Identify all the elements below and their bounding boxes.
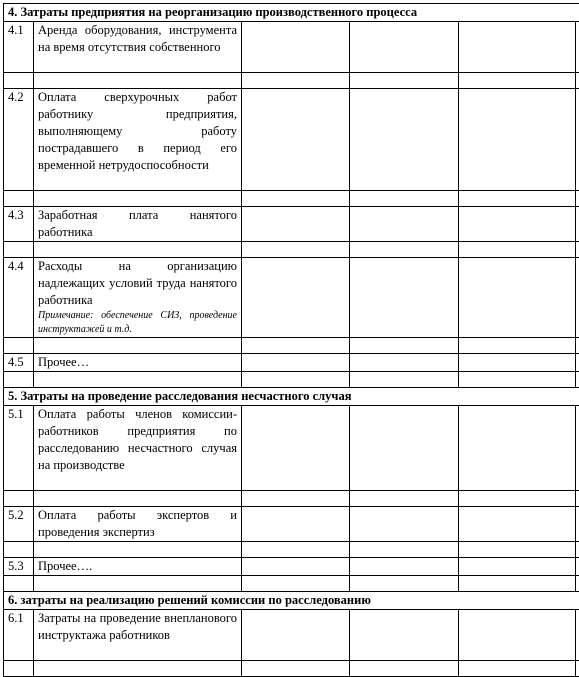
value-cell[interactable] [242, 258, 350, 338]
table-row [4, 558, 579, 576]
section-row [4, 592, 579, 610]
item-number: 5.3 [4, 558, 34, 576]
item-description-text: Затраты на проведение внепланового инструктажа работников [38, 610, 237, 644]
spacer-row [4, 338, 579, 354]
item-note: Примечание: обеспечение СИЗ, проведение инструктажей и т.д. [38, 309, 237, 337]
item-number: 4.3 [4, 207, 34, 242]
value-cell[interactable] [576, 258, 579, 338]
value-cell[interactable] [576, 207, 579, 242]
value-cell[interactable] [350, 406, 459, 491]
spacer-row [4, 73, 579, 89]
value-cell[interactable] [350, 507, 459, 542]
item-number: 4.4 [4, 258, 34, 338]
spacer-row [4, 576, 579, 592]
table-row [4, 610, 579, 661]
value-cell[interactable] [242, 406, 350, 491]
item-description [34, 354, 242, 372]
table-row [4, 258, 579, 338]
item-number: 5.1 [4, 406, 34, 491]
item-description [34, 507, 242, 542]
value-cell[interactable] [459, 22, 576, 73]
value-cell[interactable] [576, 354, 579, 372]
section-title: 4. Затраты предприятия на реорганизацию производственного процесса [4, 4, 579, 22]
value-cell[interactable] [576, 406, 579, 491]
section-row [4, 4, 579, 22]
value-cell[interactable] [350, 258, 459, 338]
spacer-row [4, 491, 579, 507]
value-cell[interactable] [576, 558, 579, 576]
table-row [4, 406, 579, 491]
table-row [4, 89, 579, 191]
value-cell[interactable] [350, 207, 459, 242]
value-cell[interactable] [576, 507, 579, 542]
item-description [34, 610, 242, 661]
value-cell[interactable] [576, 22, 579, 73]
cost-table-document [3, 3, 577, 677]
item-number: 5.2 [4, 507, 34, 542]
spacer-row [4, 191, 579, 207]
value-cell[interactable] [459, 354, 576, 372]
value-cell[interactable] [350, 558, 459, 576]
spacer-row [4, 661, 579, 677]
value-cell[interactable] [459, 258, 576, 338]
value-cell[interactable] [459, 89, 576, 191]
value-cell[interactable] [350, 89, 459, 191]
value-cell[interactable] [242, 354, 350, 372]
item-description-text: Прочее… [38, 354, 237, 371]
item-number: 6.1 [4, 610, 34, 661]
item-description-text: Оплата работы экспертов и проведения экспертиз [38, 507, 237, 541]
item-description [34, 89, 242, 191]
table-row [4, 507, 579, 542]
cost-table [3, 3, 579, 677]
value-cell[interactable] [242, 610, 350, 661]
spacer-row [4, 372, 579, 388]
item-description [34, 207, 242, 242]
value-cell[interactable] [459, 558, 576, 576]
value-cell[interactable] [242, 89, 350, 191]
value-cell[interactable] [242, 207, 350, 242]
item-description [34, 22, 242, 73]
value-cell[interactable] [459, 507, 576, 542]
value-cell[interactable] [350, 610, 459, 661]
section-title: 6. затраты на реализацию решений комиссии по расследованию [4, 592, 579, 610]
value-cell[interactable] [576, 89, 579, 191]
section-title: 5. Затраты на проведение расследования несчастного случая [4, 388, 579, 406]
item-number: 4.5 [4, 354, 34, 372]
value-cell[interactable] [242, 507, 350, 542]
item-description [34, 258, 242, 338]
table-row [4, 22, 579, 73]
item-number: 4.1 [4, 22, 34, 73]
item-description [34, 406, 242, 491]
value-cell[interactable] [459, 406, 576, 491]
value-cell[interactable] [350, 22, 459, 73]
table-row [4, 207, 579, 242]
table-row [4, 354, 579, 372]
value-cell[interactable] [459, 610, 576, 661]
spacer-row [4, 542, 579, 558]
item-description-text: Оплата работы членов комиссии-работников предприятия по расследованию несчастного случая на производстве [38, 406, 237, 474]
value-cell[interactable] [242, 22, 350, 73]
value-cell[interactable] [459, 207, 576, 242]
item-description-text: Расходы на организацию надлежащих условий труда нанятого работника [38, 258, 237, 309]
item-number: 4.2 [4, 89, 34, 191]
item-description-text: Оплата сверхурочных работ работнику предприятия, выполняющему работу пострадавшего в период его временной нетрудоспособности [38, 89, 237, 174]
item-description-text: Заработная плата нанятого работника [38, 207, 237, 241]
item-description-text: Прочее…. [38, 558, 237, 575]
item-description-text: Аренда оборудования, инструмента на время отсутствия собственного [38, 22, 237, 56]
value-cell[interactable] [242, 558, 350, 576]
value-cell[interactable] [576, 610, 579, 661]
section-row [4, 388, 579, 406]
item-description [34, 558, 242, 576]
value-cell[interactable] [350, 354, 459, 372]
spacer-row [4, 242, 579, 258]
